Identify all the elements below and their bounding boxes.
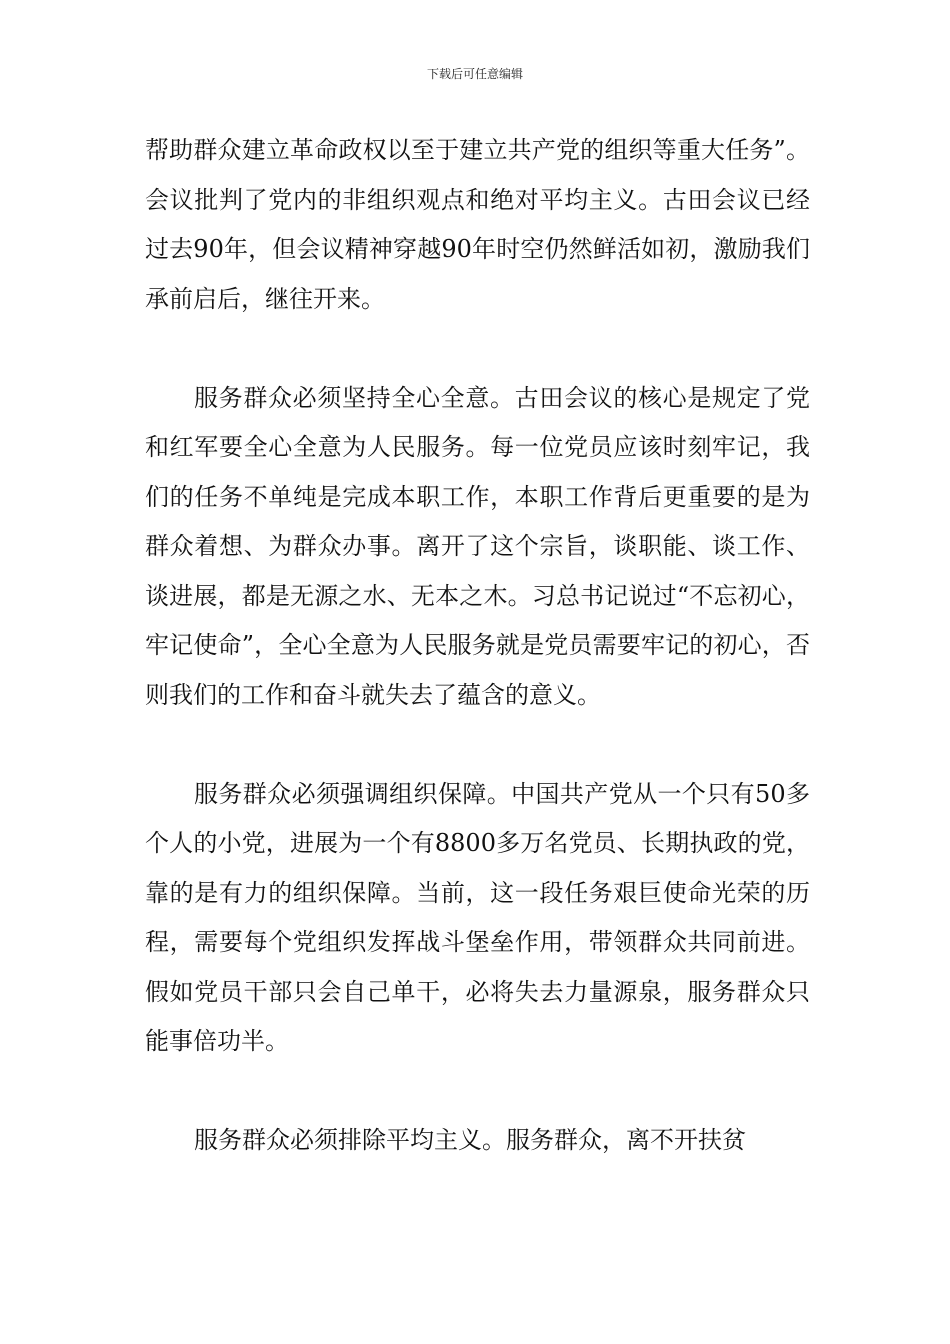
paragraph-gap	[145, 324, 810, 374]
paragraph-eliminate-egalitarianism: 服务群众必须排除平均主义。服务群众，离不开扶贫	[194, 1126, 746, 1154]
paragraph-wholehearted-service: 服务群众必须坚持全心全意。古田会议的核心是规定了党和红军要全心全意为人民服务。每一位党员应该时刻牢记，我们的任务不单纯是完成本职工作，本职工作背后更重要的是为群众着想、为群众办事。离开了这个宗旨，谈职能、谈工作、谈进展，都是无源之水、无本之木。习总书记说过“不忘初心，牢记使命”，全心全意为人民服务就是党员需要牢记的初心，否则我们的工作和奋斗就失去了蕴含的意义。	[145, 383, 810, 709]
body-text	[145, 126, 810, 1166]
header-note: 下载后可任意编辑	[426, 67, 523, 81]
paragraph-gap	[145, 720, 810, 770]
paragraph-gap	[145, 1067, 810, 1117]
paragraph-continued: 帮助群众建立革命政权以至于建立共产党的组织等重大任务”。会议批判了党内的非组织观点和绝对平均主义。古田会议已经过去90年，但会议精神穿越90年时空仍然鲜活如初，激励我们承前启后，继往开来。	[145, 136, 810, 313]
paragraph-organizational-guarantee: 服务群众必须强调组织保障。中国共产党从一个只有50多个人的小党，进展为一个有8800多万名党员、长期执政的党，靠的是有力的组织保障。当前，这一段任务艰巨使命光荣的历程，需要每个党组织发挥战斗堡垒作用，带领群众共同前进。假如党员干部只会自己单干，必将失去力量源泉，服务群众只能事倍功半。	[145, 779, 810, 1055]
